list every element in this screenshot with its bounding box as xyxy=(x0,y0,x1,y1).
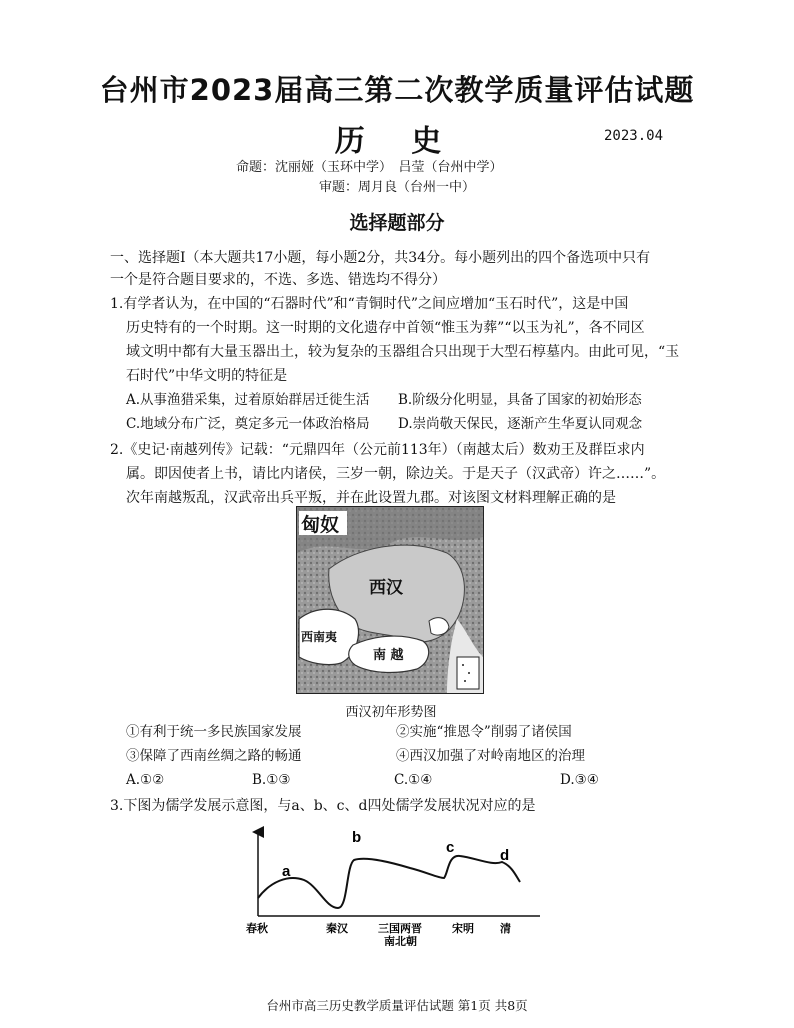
coastal-kingdom-region xyxy=(429,618,449,635)
q2-option-b: B.①③ xyxy=(252,772,291,788)
q3-line-1: 3.下图为儒学发展示意图，与a、b、c、d四处儒学发展状况对应的是 xyxy=(110,798,536,814)
q1-line-3: 域文明中都有大量玉器出土，较为复杂的玉器组合只出现于大型石椁墓内。由此可见，“玉 xyxy=(126,344,680,360)
instructions-line-1: 一、选择题Ⅰ（本大题共17小题，每小题2分，共34分。每小题列出的四个备选项中只有 xyxy=(110,250,651,266)
map-label-xiongnu: 匈奴 xyxy=(301,514,340,536)
q1-line-1: 1.有学者认为，在中国的“石器时代”和“青铜时代”之间应增加“玉石时代”，这是中国 xyxy=(110,296,629,312)
map-label-southwest-yi: 西南夷 xyxy=(301,630,338,644)
q2-line-3: 次年南越叛乱，汉武帝出兵平叛，并在此设置九郡。对该图文材料理解正确的是 xyxy=(126,490,616,506)
point-label-b: b xyxy=(352,829,362,846)
reviewer-line: 审题：周月良（台州一中） xyxy=(318,180,475,195)
q2-statement-3: ③保障了西南丝绸之路的畅通 xyxy=(126,748,302,764)
exam-date: 2023.04 xyxy=(604,128,664,144)
page-footer: 台州市高三历史教学质量评估试题 第1页 共8页 xyxy=(266,998,528,1013)
period-label-chunqiu: 春秋 xyxy=(246,922,268,935)
western-han-map xyxy=(296,506,484,694)
subject-title: 历 史 xyxy=(334,124,460,159)
q2-statement-1: ①有利于统一多民族国家发展 xyxy=(126,724,302,740)
q1-option-a: A.从事渔猎采集，过着原始群居迁徙生活 xyxy=(126,392,370,408)
period-label-qing: 清 xyxy=(500,922,511,935)
period-label-songming: 宋明 xyxy=(452,922,474,935)
q2-line-1: 2.《史记·南越列传》记载：“元鼎四年（公元前113年）（南越太后）数劝王及群臣求内 xyxy=(110,442,645,458)
q2-option-a: A.①② xyxy=(126,772,165,788)
point-label-d: d xyxy=(500,847,510,864)
exam-title: 台州市2023届高三第二次教学质量评估试题 xyxy=(99,73,695,107)
point-label-a: a xyxy=(282,863,291,880)
q1-line-2: 历史特有的一个时期。这一时期的文化遗存中首领“惟玉为葬”“以玉为礼”，各不同区 xyxy=(126,320,645,336)
q1-line-4: 石时代”中华文明的特征是 xyxy=(126,368,288,384)
q1-option-b: B.阶级分化明显，具备了国家的初始形态 xyxy=(398,392,642,408)
q1-option-c: C.地域分布广泛，奠定多元一体政治格局 xyxy=(126,416,370,432)
period-label-qinhan: 秦汉 xyxy=(326,922,348,935)
map-drawing xyxy=(297,507,483,693)
period-label-sanguo: 三国两晋 xyxy=(378,922,422,935)
authors-line: 命题：沈丽娅（玉环中学） 吕莹（台州中学） xyxy=(236,160,503,175)
map-label-nanyue: 南 越 xyxy=(373,648,404,663)
period-label-nanbeichao: 南北朝 xyxy=(384,935,417,946)
instructions-line-2: 一个是符合题目要求的，不选、多选、错选均不得分） xyxy=(110,272,446,288)
q2-statement-2: ②实施“推恩令”削弱了诸侯国 xyxy=(396,724,572,740)
q2-statement-4: ④西汉加强了对岭南地区的治理 xyxy=(396,748,585,764)
q2-option-d: D.③④ xyxy=(560,772,599,788)
confucianism-curve-svg xyxy=(230,826,560,946)
map-label-western-han: 西汉 xyxy=(369,578,403,598)
q1-option-d: D.崇尚敬天保民，逐渐产生华夏认同观念 xyxy=(398,416,643,432)
development-curve xyxy=(258,856,520,908)
section-title: 选择题部分 xyxy=(349,212,445,234)
map-caption: 西汉初年形势图 xyxy=(345,705,437,720)
q2-option-c: C.①④ xyxy=(394,772,433,788)
point-label-c: c xyxy=(446,839,455,856)
confucianism-development-diagram xyxy=(230,826,560,946)
q2-line-2: 属。即因使者上书，请比内诸侯，三岁一朝，除边关。于是天子（汉武帝）许之……”。 xyxy=(126,466,666,482)
